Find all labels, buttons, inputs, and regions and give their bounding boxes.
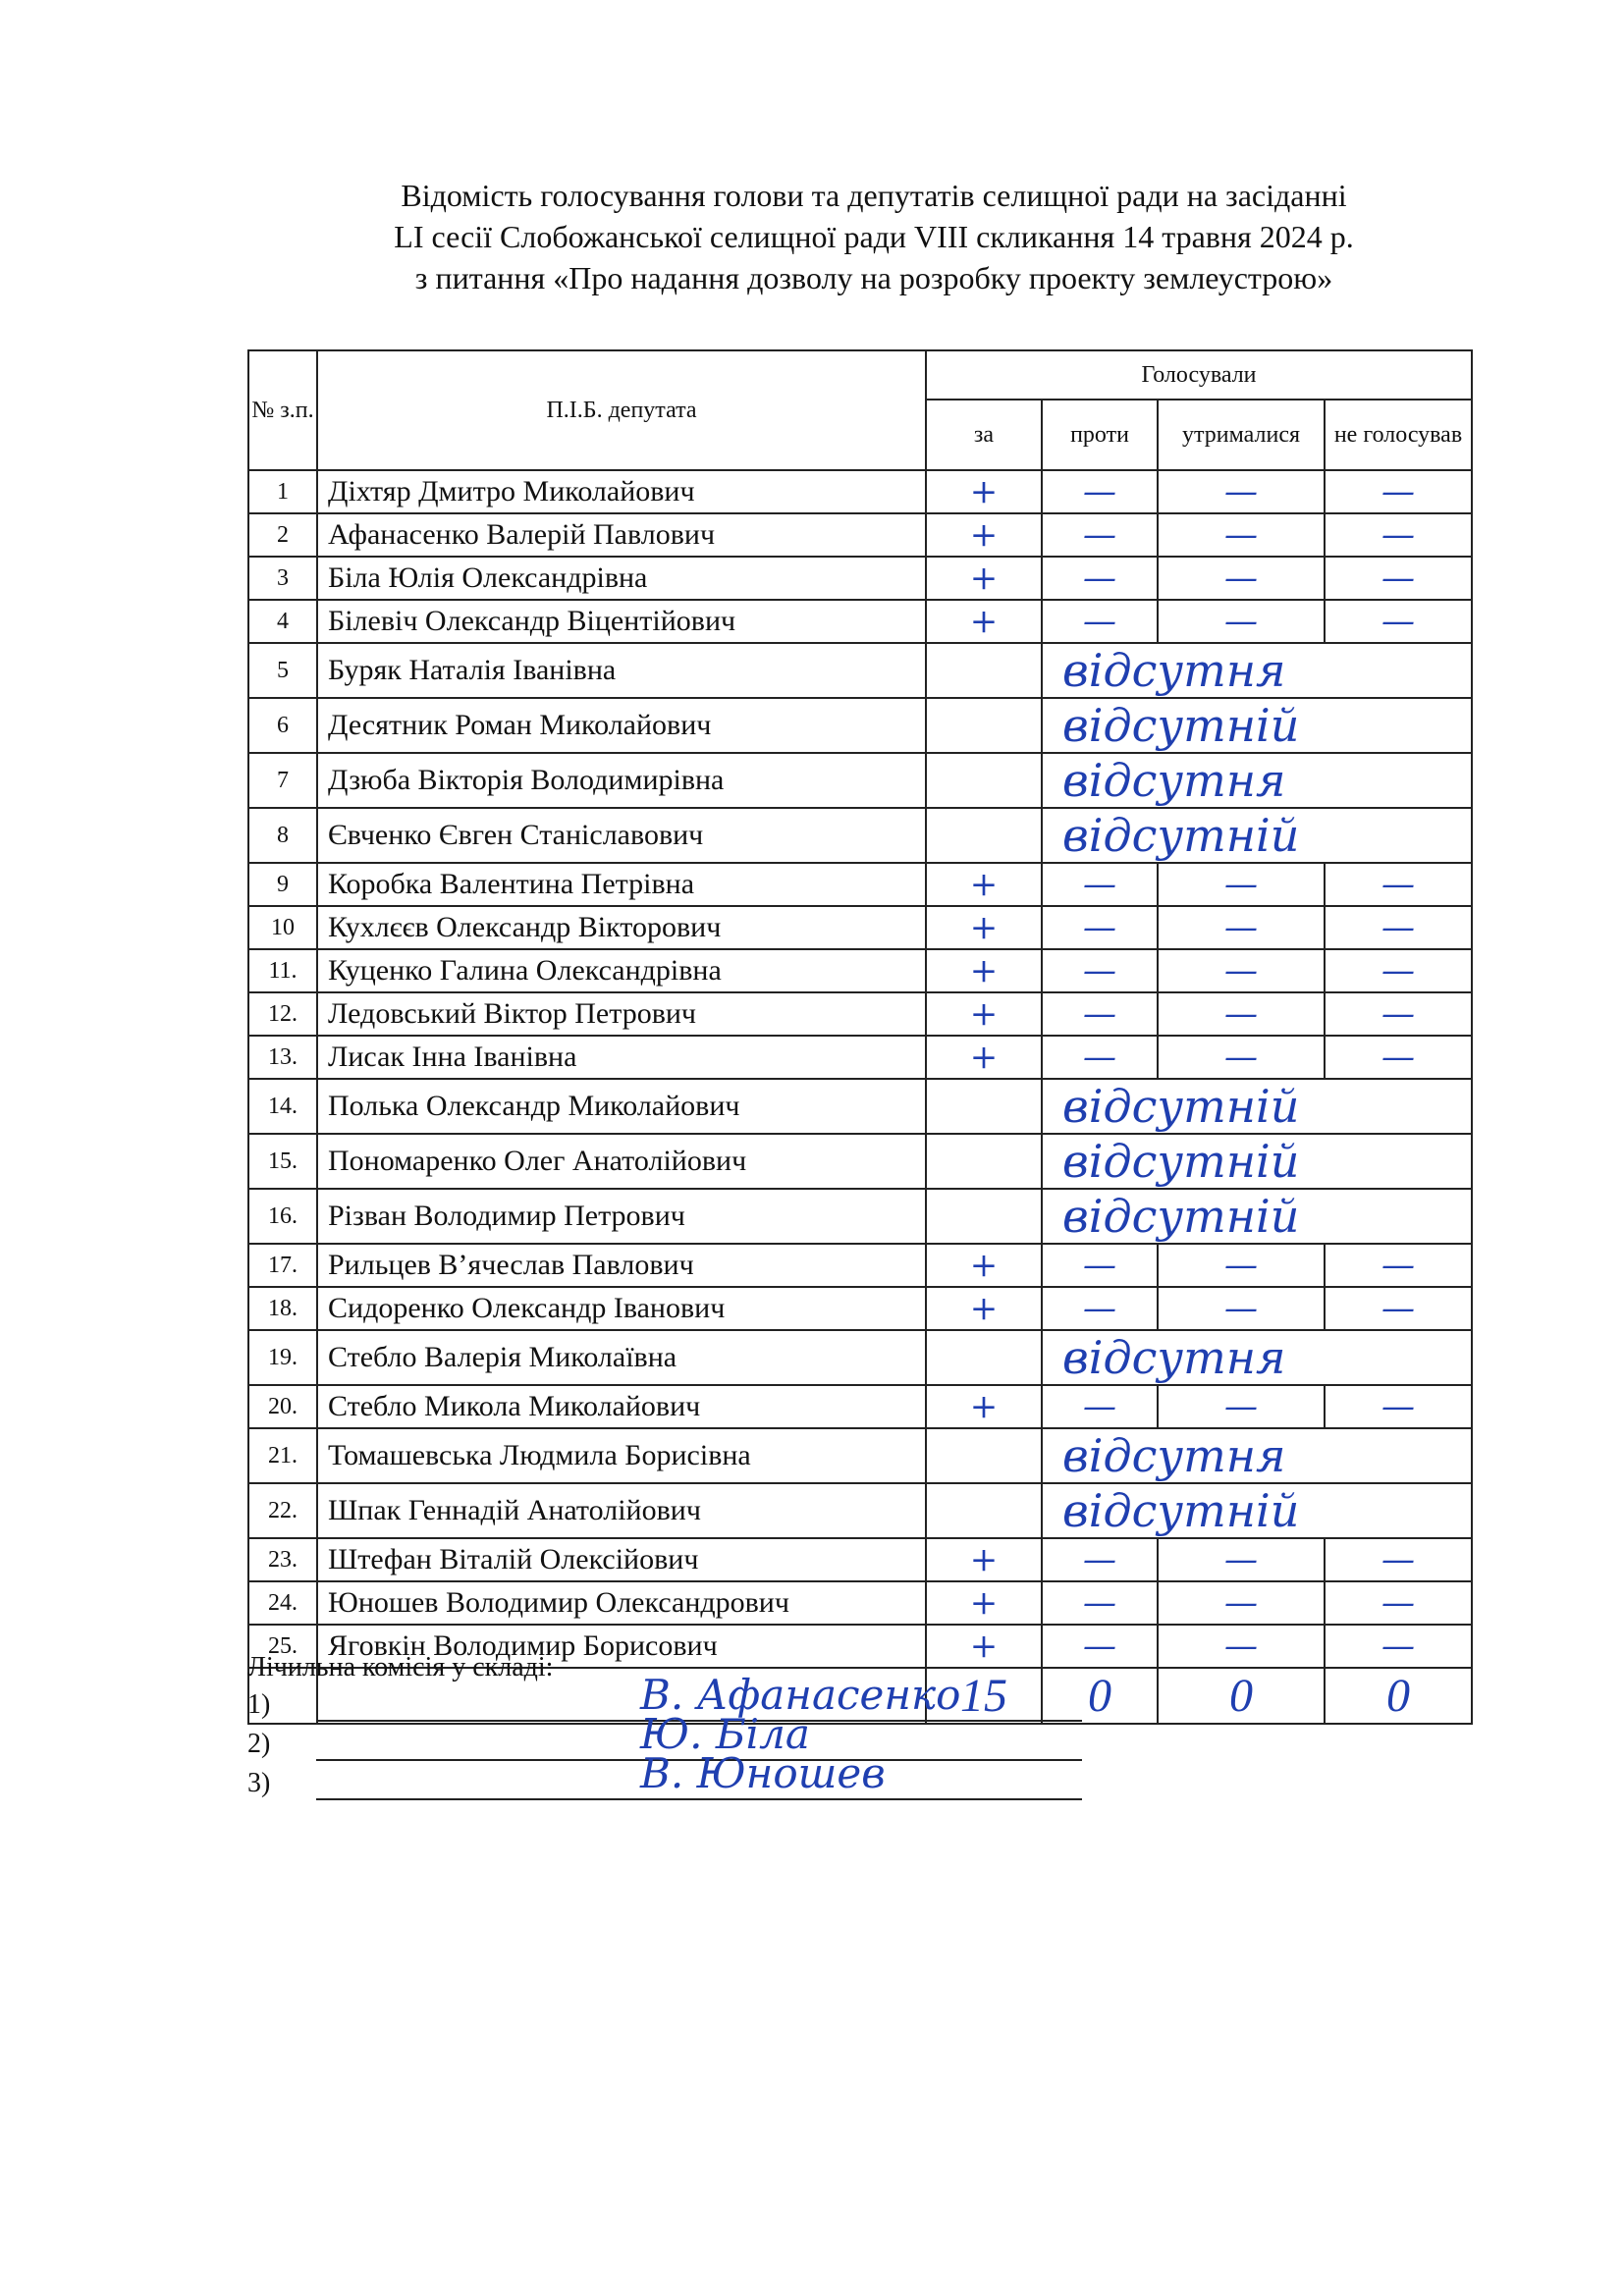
member-name: В. Юношев (640, 1749, 886, 1797)
vote-for (926, 1134, 1042, 1189)
vote-not-voted: — (1325, 1385, 1472, 1428)
absent-mark: відсутній (1042, 808, 1472, 863)
vote-for: + (926, 513, 1042, 557)
vote-abstained: — (1158, 863, 1325, 906)
vote-abstained: — (1158, 906, 1325, 949)
vote-for: + (926, 1287, 1042, 1330)
vote-abstained: — (1158, 1625, 1325, 1668)
vote-for (926, 753, 1042, 808)
deputy-name: Томашевська Людмила Борисівна (317, 1428, 926, 1483)
table-row (248, 1287, 1472, 1330)
vote-for: + (926, 1538, 1042, 1581)
row-number: 2 (248, 513, 317, 557)
row-number: 13. (248, 1036, 317, 1079)
title-line-1: Відомість голосування голови та депутатів селищної ради на засіданні (401, 178, 1347, 213)
vote-for: + (926, 992, 1042, 1036)
vote-abstained: — (1158, 1385, 1325, 1428)
table-row (248, 949, 1472, 992)
title-line-2: LI сесії Слобожанської селищної ради VIII скликання 14 травня 2024 р. (394, 219, 1354, 254)
table-row (248, 1581, 1472, 1625)
header-abstained: утрималися (1158, 400, 1325, 470)
row-number: 1 (248, 470, 317, 513)
row-number: 20. (248, 1385, 317, 1428)
row-number: 10 (248, 906, 317, 949)
vote-not-voted: — (1325, 949, 1472, 992)
row-number: 23. (248, 1538, 317, 1581)
absent-mark: відсутня (1042, 1330, 1472, 1385)
vote-against: — (1042, 557, 1158, 600)
table-row (248, 1036, 1472, 1079)
vote-for: + (926, 1625, 1042, 1668)
row-number: 16. (248, 1189, 317, 1244)
deputy-name: Пономаренко Олег Анатолійович (317, 1134, 926, 1189)
table-row (248, 1483, 1472, 1538)
row-number: 21. (248, 1428, 317, 1483)
vote-against: — (1042, 1581, 1158, 1625)
vote-for (926, 1428, 1042, 1483)
deputy-name: Рильцев В’ячеслав Павлович (317, 1244, 926, 1287)
row-number: 5 (248, 643, 317, 698)
vote-for: + (926, 1385, 1042, 1428)
counting-commission (247, 1649, 1131, 1804)
vote-for: + (926, 863, 1042, 906)
vote-against: — (1042, 906, 1158, 949)
vote-not-voted: — (1325, 992, 1472, 1036)
vote-abstained: — (1158, 1581, 1325, 1625)
table-row (248, 992, 1472, 1036)
vote-against: — (1042, 1385, 1158, 1428)
vote-for: + (926, 1036, 1042, 1079)
total-not-voted: 0 (1325, 1668, 1472, 1724)
row-number: 14. (248, 1079, 317, 1134)
absent-mark: відсутній (1042, 1483, 1472, 1538)
vote-for: + (926, 600, 1042, 643)
vote-abstained: — (1158, 1244, 1325, 1287)
table-row (248, 557, 1472, 600)
absent-mark: відсутній (1042, 698, 1472, 753)
deputy-name: Юношев Володимир Олександрович (317, 1581, 926, 1625)
vote-abstained: — (1158, 470, 1325, 513)
vote-against: — (1042, 1036, 1158, 1079)
deputy-name: Десятник Роман Миколайович (317, 698, 926, 753)
row-number: 17. (248, 1244, 317, 1287)
deputy-name: Стебло Валерія Миколаївна (317, 1330, 926, 1385)
absent-mark: відсутній (1042, 1134, 1472, 1189)
vote-against: — (1042, 600, 1158, 643)
vote-abstained: — (1158, 1036, 1325, 1079)
vote-against: — (1042, 470, 1158, 513)
vote-abstained: — (1158, 1538, 1325, 1581)
deputy-name: Штефан Віталій Олексійович (317, 1538, 926, 1581)
row-number: 7 (248, 753, 317, 808)
row-number: 15. (248, 1134, 317, 1189)
header-not-voted: не голосував (1325, 400, 1472, 470)
vote-abstained: — (1158, 992, 1325, 1036)
deputy-name: Кухлєєв Олександр Вікторович (317, 906, 926, 949)
vote-against: — (1042, 1625, 1158, 1668)
table-row (248, 906, 1472, 949)
deputy-name: Стебло Микола Миколайович (317, 1385, 926, 1428)
table-row (248, 698, 1472, 753)
row-number: 22. (248, 1483, 317, 1538)
table-row (248, 1189, 1472, 1244)
header-voted: Голосували (926, 350, 1472, 400)
deputy-name: Сидоренко Олександр Іванович (317, 1287, 926, 1330)
member-name: Ю. Біла (640, 1710, 810, 1758)
vote-for: + (926, 949, 1042, 992)
row-number: 3 (248, 557, 317, 600)
deputy-name: Коробка Валентина Петрівна (317, 863, 926, 906)
vote-for: + (926, 1581, 1042, 1625)
absent-mark: відсутній (1042, 1079, 1472, 1134)
table-row (248, 470, 1472, 513)
row-number: 6 (248, 698, 317, 753)
vote-for (926, 1330, 1042, 1385)
table-body (248, 470, 1472, 1668)
deputy-name: Лисак Інна Іванівна (317, 1036, 926, 1079)
deputy-name: Буряк Наталія Іванівна (317, 643, 926, 698)
vote-abstained: — (1158, 557, 1325, 600)
deputy-name: Білевіч Олександр Віцентійович (317, 600, 926, 643)
vote-against: — (1042, 1244, 1158, 1287)
member-index: 1) (247, 1689, 271, 1720)
commission-label: Лічильна комісія у складі: (247, 1652, 554, 1682)
table-row (248, 1385, 1472, 1428)
vote-for (926, 1079, 1042, 1134)
vote-not-voted: — (1325, 557, 1472, 600)
member-index: 2) (247, 1729, 271, 1759)
vote-for (926, 643, 1042, 698)
table-row (248, 1244, 1472, 1287)
deputy-name: Різван Володимир Петрович (317, 1189, 926, 1244)
row-number: 19. (248, 1330, 317, 1385)
vote-for: + (926, 906, 1042, 949)
row-number: 11. (248, 949, 317, 992)
vote-against: — (1042, 949, 1158, 992)
deputy-name: Куценко Галина Олександрівна (317, 949, 926, 992)
deputy-name: Шпак Геннадій Анатолійович (317, 1483, 926, 1538)
vote-not-voted: — (1325, 1287, 1472, 1330)
vote-for: + (926, 557, 1042, 600)
voting-table (247, 349, 1473, 1725)
row-number: 4 (248, 600, 317, 643)
row-number: 8 (248, 808, 317, 863)
row-number: 24. (248, 1581, 317, 1625)
vote-for: + (926, 1244, 1042, 1287)
vote-not-voted: — (1325, 906, 1472, 949)
vote-abstained: — (1158, 513, 1325, 557)
deputy-name: Афанасенко Валерій Павлович (317, 513, 926, 557)
vote-not-voted: — (1325, 1244, 1472, 1287)
table-row (248, 1428, 1472, 1483)
deputy-name: Євченко Євген Станіславович (317, 808, 926, 863)
vote-abstained: — (1158, 949, 1325, 992)
table-row (248, 808, 1472, 863)
vote-not-voted: — (1325, 1581, 1472, 1625)
vote-not-voted: — (1325, 1625, 1472, 1668)
commission-member (247, 1749, 1131, 1804)
vote-abstained: — (1158, 600, 1325, 643)
vote-for (926, 698, 1042, 753)
absent-mark: відсутня (1042, 1428, 1472, 1483)
table-row (248, 1134, 1472, 1189)
vote-for (926, 1483, 1042, 1538)
vote-abstained: — (1158, 1287, 1325, 1330)
header-name: П.І.Б. депутата (317, 350, 926, 470)
header-for: за (926, 400, 1042, 470)
absent-mark: відсутня (1042, 753, 1472, 808)
table-row (248, 513, 1472, 557)
vote-against: — (1042, 863, 1158, 906)
header-num: № з.п. (248, 350, 317, 470)
deputy-name: Ледовський Віктор Петрович (317, 992, 926, 1036)
table-row (248, 1538, 1472, 1581)
deputy-name: Дзюба Вікторія Володимирівна (317, 753, 926, 808)
total-abstained: 0 (1158, 1668, 1325, 1724)
deputy-name: Біла Юлія Олександрівна (317, 557, 926, 600)
table-row (248, 1330, 1472, 1385)
vote-against: — (1042, 1538, 1158, 1581)
vote-not-voted: — (1325, 600, 1472, 643)
member-name: В. Афанасенко (640, 1671, 961, 1719)
vote-against: — (1042, 992, 1158, 1036)
vote-for: + (926, 470, 1042, 513)
row-number: 25. (248, 1625, 317, 1668)
vote-for (926, 808, 1042, 863)
table-row (248, 863, 1472, 906)
vote-against: — (1042, 513, 1158, 557)
header-against: проти (1042, 400, 1158, 470)
row-number: 18. (248, 1287, 317, 1330)
deputy-name: Яговкін Володимир Борисович (317, 1625, 926, 1668)
total-against: 0 (1042, 1668, 1158, 1724)
signature-line (316, 1798, 1082, 1800)
row-number: 12. (248, 992, 317, 1036)
vote-not-voted: — (1325, 513, 1472, 557)
title-line-3: з питання «Про надання дозволу на розробку проекту землеустрою» (414, 260, 1333, 295)
table-row (248, 600, 1472, 643)
vote-for (926, 1189, 1042, 1244)
total-for: 15 (926, 1668, 1042, 1724)
vote-not-voted: — (1325, 1538, 1472, 1581)
absent-mark: відсутня (1042, 643, 1472, 698)
member-index: 3) (247, 1768, 271, 1798)
table-row (248, 643, 1472, 698)
vote-against: — (1042, 1287, 1158, 1330)
vote-not-voted: — (1325, 1036, 1472, 1079)
table-row (248, 753, 1472, 808)
table-row (248, 1079, 1472, 1134)
deputy-name: Полька Олександр Миколайович (317, 1079, 926, 1134)
deputy-name: Діхтяр Дмитро Миколайович (317, 470, 926, 513)
vote-not-voted: — (1325, 470, 1472, 513)
document-title (295, 175, 1453, 298)
vote-not-voted: — (1325, 863, 1472, 906)
row-number: 9 (248, 863, 317, 906)
absent-mark: відсутній (1042, 1189, 1472, 1244)
